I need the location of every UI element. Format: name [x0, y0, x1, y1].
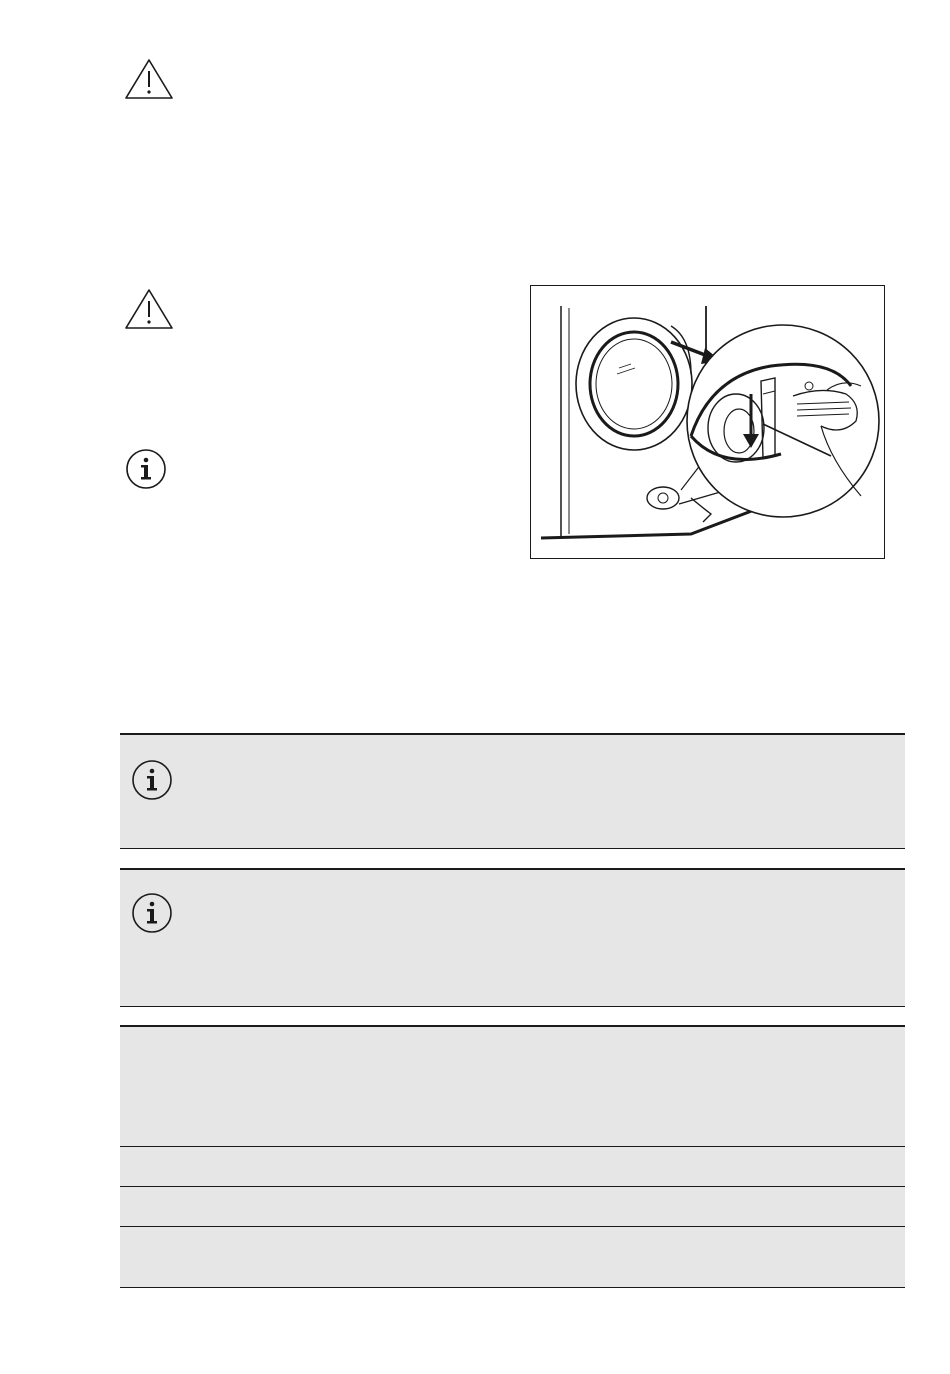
table-row — [120, 1227, 905, 1288]
divider — [120, 1006, 905, 1007]
table-row — [120, 1147, 905, 1187]
table-row — [120, 1187, 905, 1227]
warning-icon — [124, 58, 174, 100]
info-icon — [125, 448, 167, 490]
info-note-block — [120, 733, 905, 848]
info-icon — [131, 759, 173, 801]
info-icon — [131, 892, 173, 934]
warning-icon — [124, 288, 174, 330]
divider — [120, 848, 905, 849]
troubleshooting-table — [120, 1025, 905, 1288]
info-note-block — [120, 868, 905, 1006]
table-row — [120, 1027, 905, 1147]
pump-filter-illustration — [530, 285, 885, 559]
